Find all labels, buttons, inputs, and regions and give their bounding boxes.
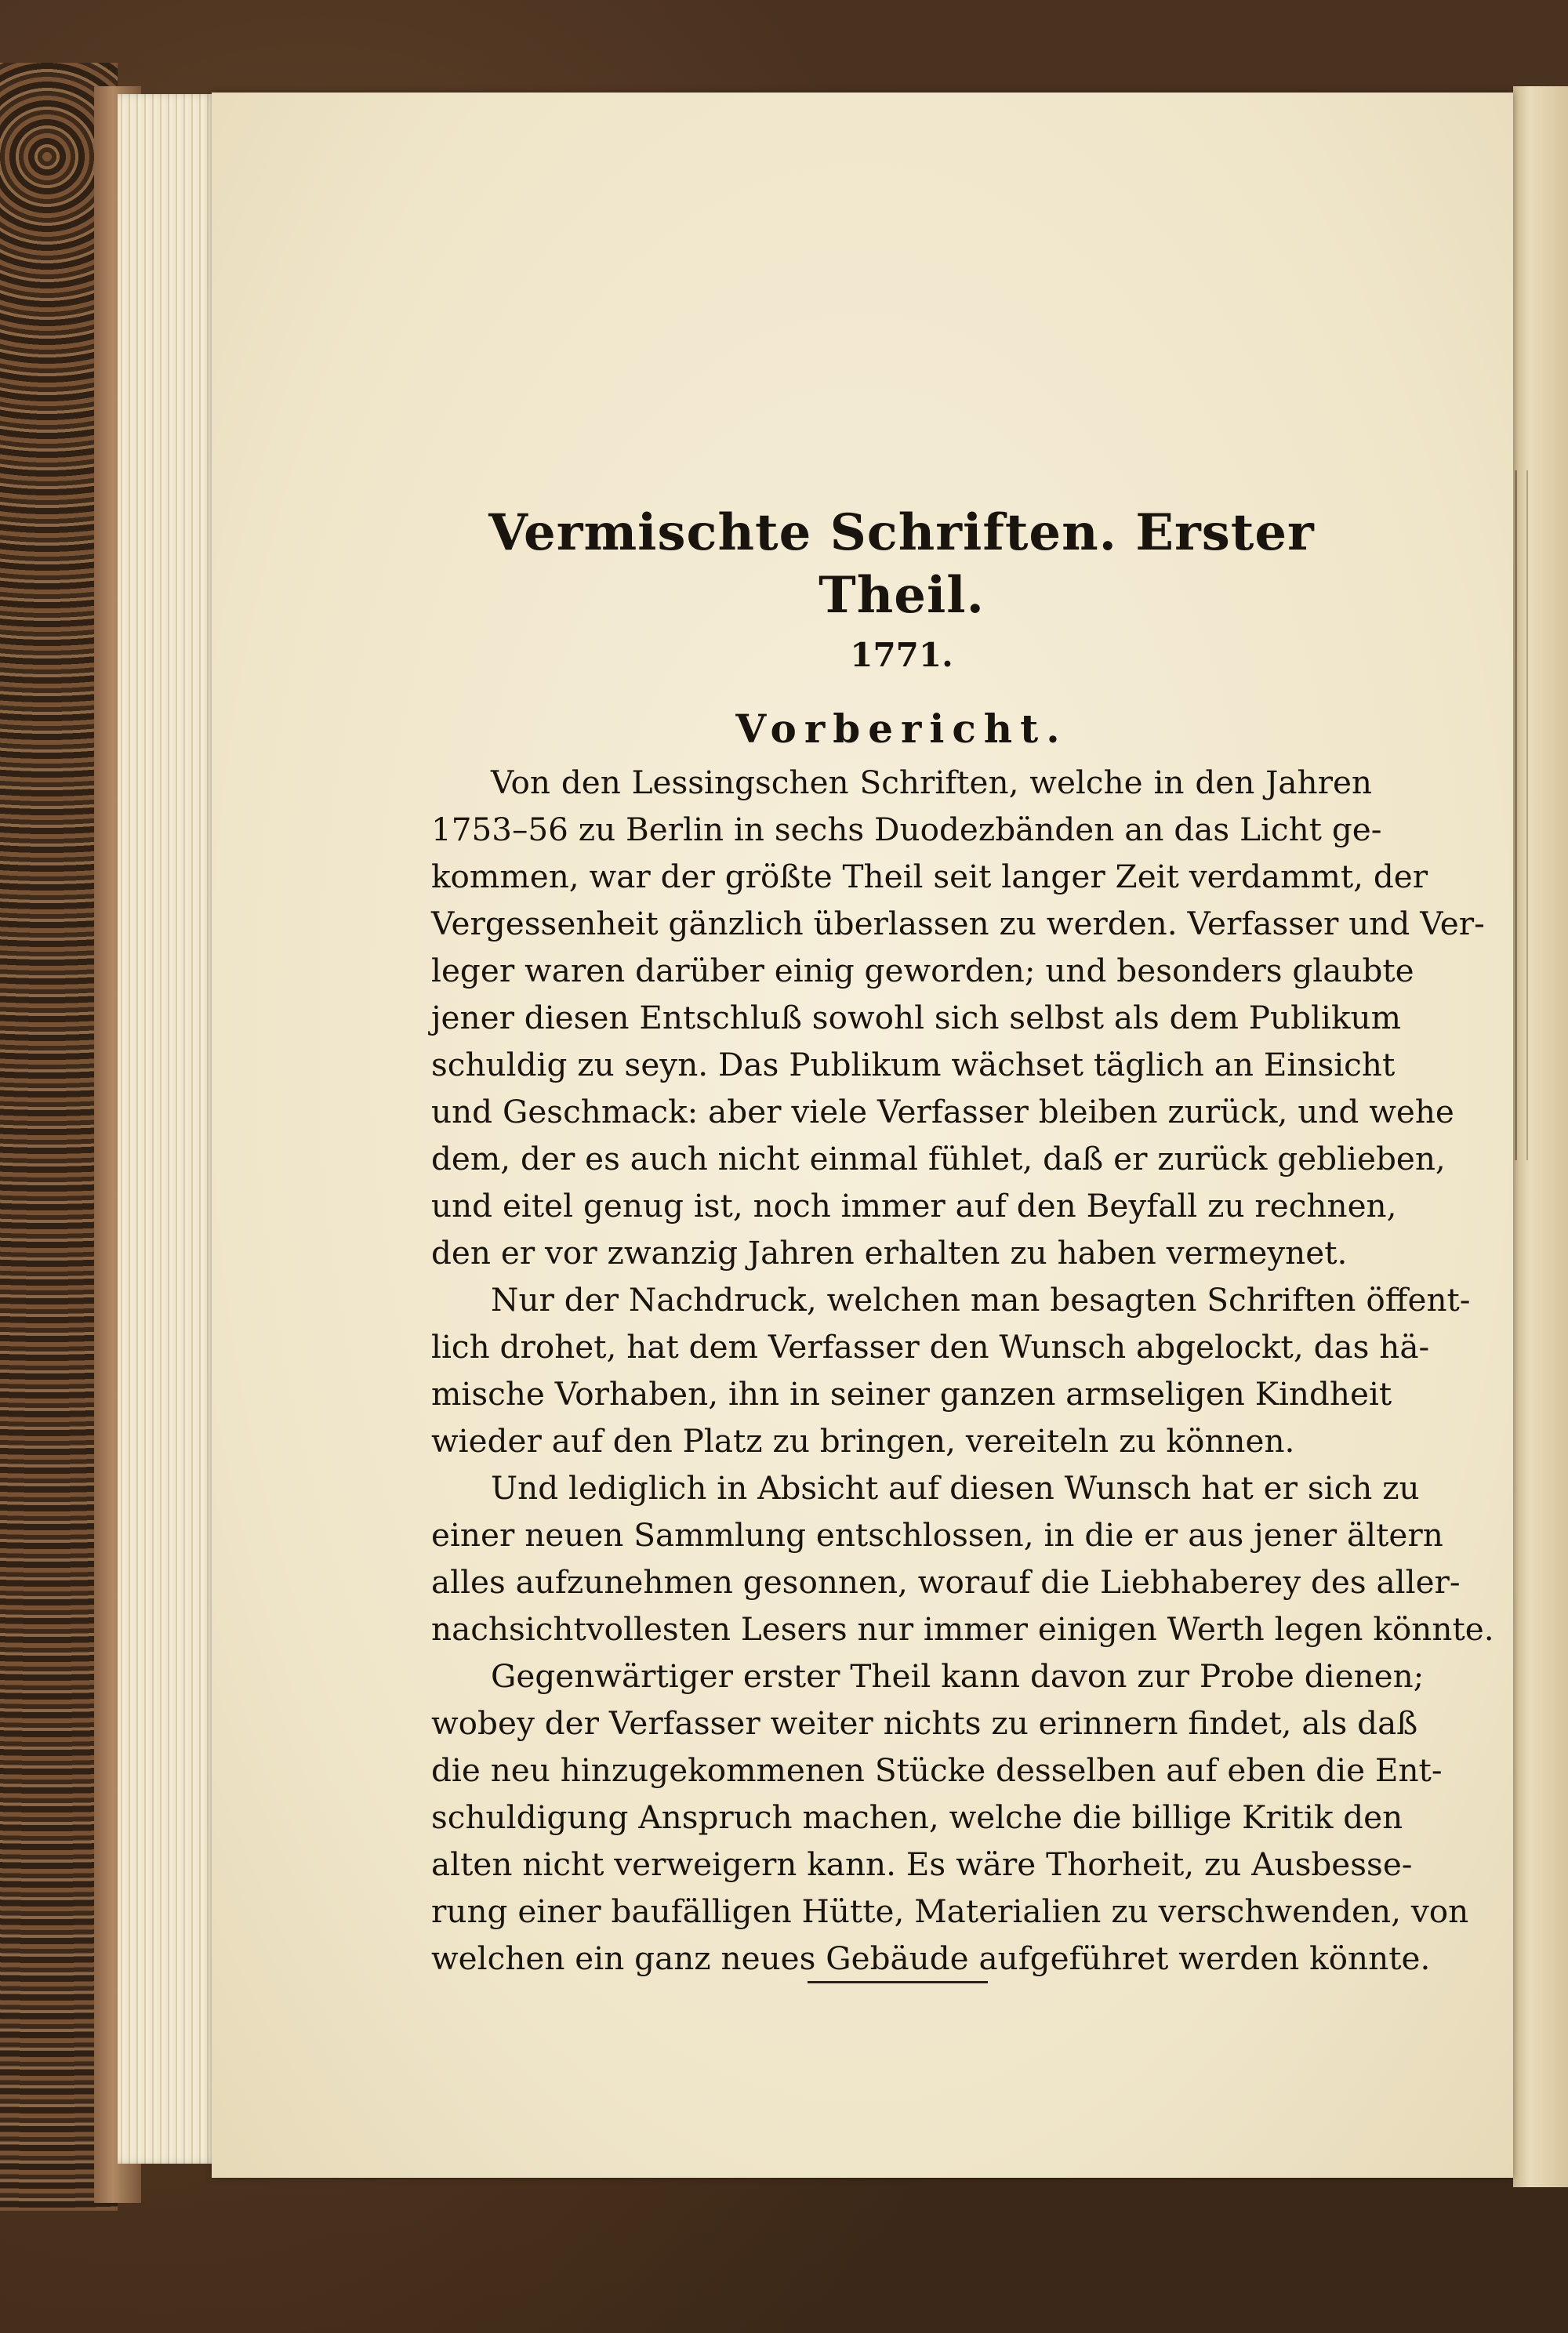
text-line: mische Vorhaben, ihn in seiner ganzen armseligen Kindheit xyxy=(431,1375,1392,1413)
text-line: wieder auf den Platz zu bringen, vereiteln zu können. xyxy=(431,1422,1295,1460)
text-line: kommen, war der größte Theil seit langer Zeit verdammt, der xyxy=(431,858,1428,895)
text-line: Und lediglich in Absicht auf diesen Wunsch hat er sich zu xyxy=(491,1469,1420,1507)
text-line: nachsichtvollesten Lesers nur immer einigen Werth legen könnte. xyxy=(431,1610,1494,1648)
section-year: 1771. xyxy=(850,636,953,674)
text-line: alles aufzunehmen gesonnen, worauf die Liebhaberey des aller- xyxy=(431,1563,1461,1601)
text-line: welchen ein ganz neues Gebäude aufgeführet werden könnte. xyxy=(431,1939,1431,1977)
text-line: jener diesen Entschluß sowohl sich selbst als dem Publikum xyxy=(431,999,1401,1036)
text-line: die neu hinzugekommenen Stücke desselben auf eben die Ent- xyxy=(431,1751,1443,1789)
page-content xyxy=(431,502,1494,1982)
text-line: den er vor zwanzig Jahren erhalten zu haben vermeynet. xyxy=(431,1234,1348,1272)
text-line: schuldig zu seyn. Das Publikum wächset täglich an Einsicht xyxy=(431,1046,1396,1083)
text-line: Vergessenheit gänzlich überlassen zu werden. Verfasser und Ver- xyxy=(431,905,1485,942)
paragraph xyxy=(431,759,1485,1276)
text-line: 1753–56 zu Berlin in sechs Duodezbänden an das Licht ge- xyxy=(431,811,1382,848)
text-line: rung einer baufälligen Hütte, Materialien zu verschwenden, von xyxy=(431,1892,1469,1930)
section-title: Vermischte Schriften. Erster Theil. xyxy=(488,503,1315,625)
text-line: alten nicht verweigern kann. Es wäre Thorheit, zu Ausbesse- xyxy=(431,1845,1413,1883)
text-line: Von den Lessingschen Schriften, welche in den Jahren xyxy=(491,764,1372,801)
text-line: Gegenwärtiger erster Theil kann davon zur Probe dienen; xyxy=(491,1657,1425,1695)
paragraph xyxy=(431,1276,1471,1464)
text-line: und eitel genug ist, noch immer auf den Beyfall zu rechnen, xyxy=(431,1187,1397,1225)
page-edge-stack xyxy=(118,94,220,2164)
text-line: einer neuen Sammlung entschlossen, in die er aus jener ältern xyxy=(431,1516,1443,1554)
paragraph xyxy=(431,1464,1494,1653)
text-line: wobey der Verfasser weiter nichts zu erinnern findet, als daß xyxy=(431,1704,1418,1742)
preface-heading: Vorbericht. xyxy=(735,706,1068,752)
body-text xyxy=(431,759,1494,1982)
text-line: lich drohet, hat dem Verfasser den Wunsch abgelockt, das hä- xyxy=(431,1328,1430,1366)
page-gutter-line xyxy=(1515,470,1528,1160)
text-line: schuldigung Anspruch machen, welche die billige Kritik den xyxy=(431,1798,1403,1836)
text-line: Nur der Nachdruck, welchen man besagten Schriften öffent- xyxy=(491,1281,1471,1319)
text-line: dem, der es auch nicht einmal fühlet, daß er zurück geblieben, xyxy=(431,1140,1446,1177)
closing-rule xyxy=(808,1981,988,1983)
text-line: leger waren darüber einig geworden; und besonders glaubte xyxy=(431,952,1414,989)
text-line: und Geschmack: aber viele Verfasser bleiben zurück, und wehe xyxy=(431,1093,1454,1130)
paragraph xyxy=(431,1653,1469,1982)
